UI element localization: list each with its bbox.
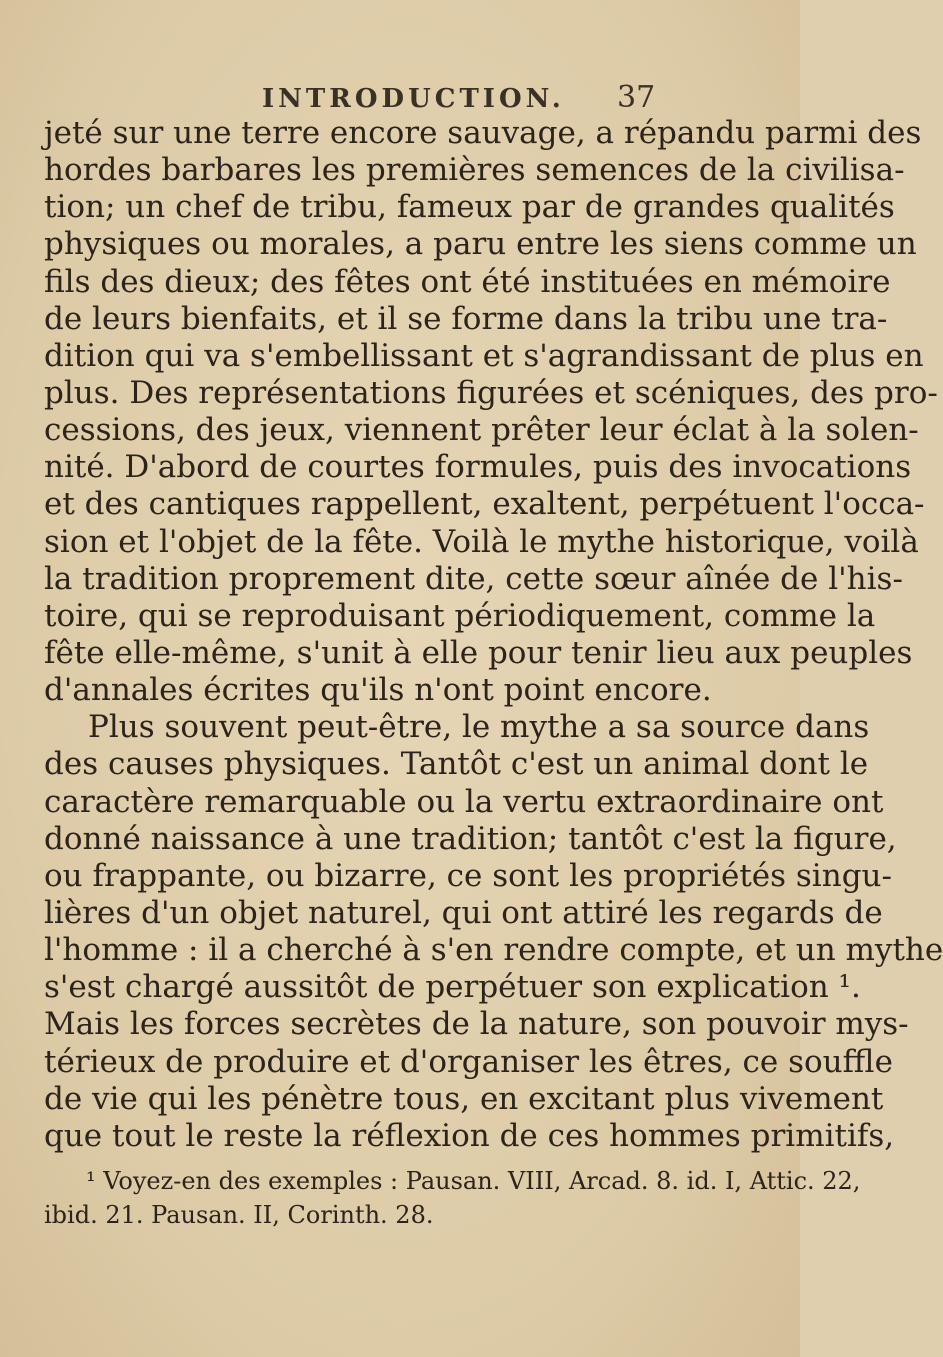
text-line: caractère remarquable ou la vertu extraordinaire ont bbox=[44, 783, 884, 820]
page-number: 37 bbox=[617, 80, 656, 115]
text-line: des causes physiques. Tantôt c'est un animal dont le bbox=[44, 746, 869, 783]
text-line: lières d'un objet naturel, qui ont attiré les regards de bbox=[44, 895, 883, 931]
text-line: d'annales écrites qu'ils n'ont point encore. bbox=[44, 672, 712, 709]
text-line: physiques ou morales, a paru entre les siens comme un bbox=[44, 226, 917, 263]
text-line: donné naissance à une tradition; tantôt c'est la figure, bbox=[44, 820, 897, 857]
text-line: dition qui va s'embellissant et s'agrandissant de plus en bbox=[44, 337, 924, 374]
text-line: de leurs bienfaits, et il se forme dans la tribu une tra- bbox=[44, 300, 888, 337]
text-line: sion et l'objet de la fête. Voilà le mythe historique, voilà bbox=[44, 523, 919, 560]
text-line: fête elle-même, s'unit à elle pour tenir lieu aux peuples bbox=[44, 635, 913, 671]
text-line: tion; un chef de tribu, fameux par de grandes qualités bbox=[44, 189, 895, 226]
text-line: hordes barbares les premières semences de la civilisa- bbox=[44, 152, 905, 189]
footnote-line: ibid. 21. Pausan. II, Corinth. 28. bbox=[44, 1201, 434, 1229]
text-line: plus. Des représentations figurées et scéniques, des pro- bbox=[44, 375, 938, 411]
text-line: la tradition proprement dite, cette sœur aînée de l'his- bbox=[44, 560, 903, 597]
text-line: toire, qui se reproduisant périodiquement, comme la bbox=[44, 597, 876, 634]
running-title: INTRODUCTION. bbox=[262, 84, 565, 114]
running-head bbox=[0, 78, 800, 118]
text-line: de vie qui les pénètre tous, en excitant plus vivement bbox=[44, 1080, 884, 1117]
text-line: térieux de produire et d'organiser les êtres, ce souffle bbox=[44, 1043, 893, 1080]
text-line: jeté sur une terre encore sauvage, a répandu parmi des bbox=[44, 115, 922, 151]
text-line: Mais les forces secrètes de la nature, son pouvoir mys- bbox=[44, 1006, 909, 1043]
footnote-line: ¹ Voyez-en des exemples : Pausan. VIII, Arcad. 8. id. I, Attic. 22, bbox=[86, 1167, 861, 1195]
text-line: ou frappante, ou bizarre, ce sont les propriétés singu- bbox=[44, 857, 892, 894]
text-line: l'homme : il a cherché à s'en rendre compte, et un mythe bbox=[44, 932, 943, 969]
text-line: que tout le reste la réflexion de ces hommes primitifs, bbox=[44, 1117, 895, 1154]
text-line: et des cantiques rappellent, exaltent, perpétuent l'occa- bbox=[44, 486, 925, 523]
text-line: s'est chargé aussitôt de perpétuer son explication ¹. bbox=[44, 969, 861, 1006]
text-line: fils des dieux; des fêtes ont été instituées en mémoire bbox=[44, 263, 891, 300]
text-line: cessions, des jeux, viennent prêter leur éclat à la solen- bbox=[44, 412, 919, 449]
text-line: nité. D'abord de courtes formules, puis des invocations bbox=[44, 449, 912, 486]
paragraph-start-line: Plus souvent peut-être, le mythe a sa source dans bbox=[88, 709, 870, 746]
